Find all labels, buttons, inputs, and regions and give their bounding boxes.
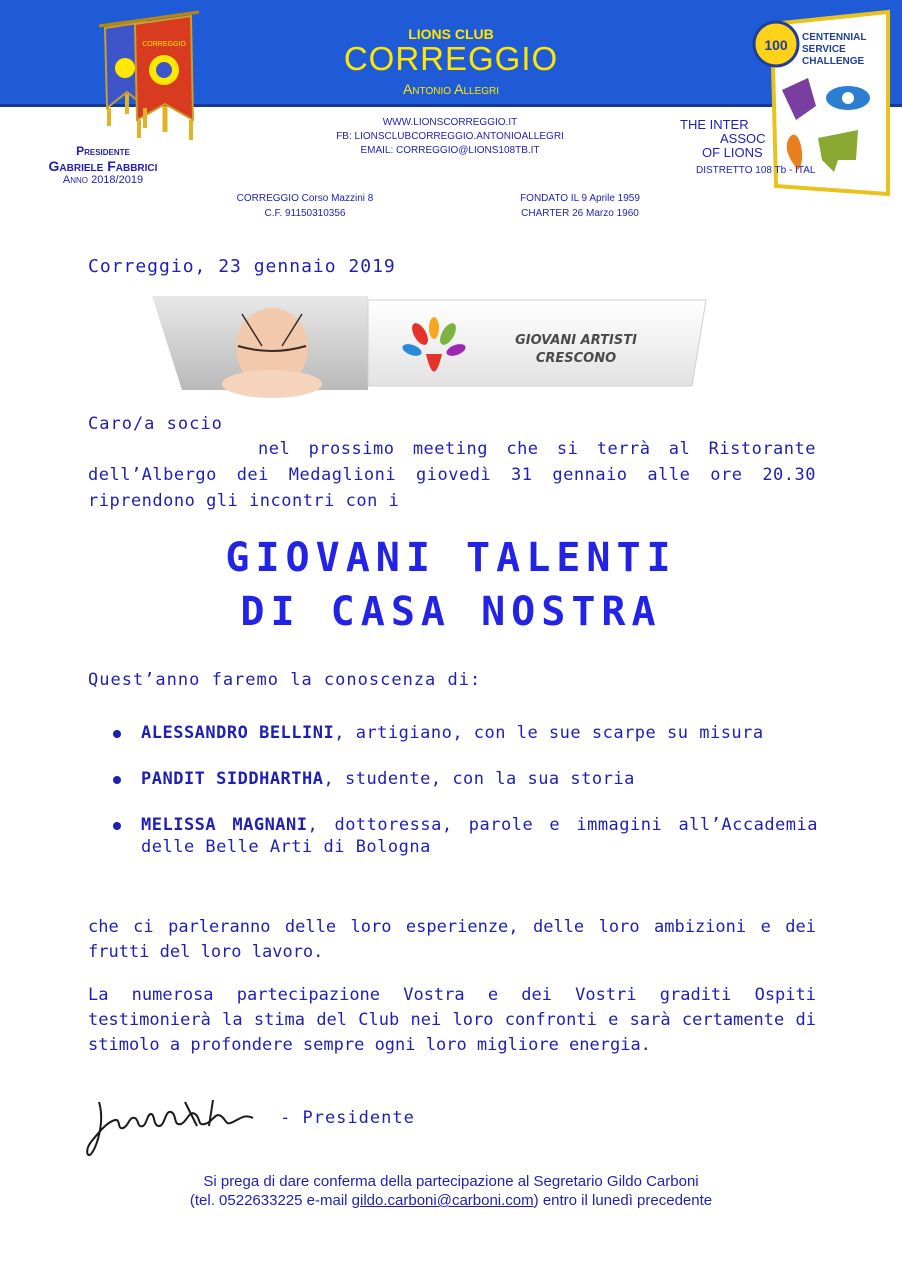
signature-image [85,1092,275,1162]
charter-date: CHARTER 26 Marzo 1960 [521,208,639,219]
svg-text:CENTENNIAL: CENTENNIAL [802,32,867,43]
svg-text:CHALLENGE: CHALLENGE [802,56,865,67]
bullet-icon [113,822,121,830]
guests-intro: Quest’anno faremo la conoscenza di: [88,670,482,690]
svg-text:GIOVANI ARTISTI: GIOVANI ARTISTI [515,333,637,348]
signature-role: - Presidente [280,1108,415,1128]
guest-description: , artigiano, con le sue scarpe su misura [334,723,764,743]
list-item [113,722,818,744]
intl-line-2: ASSOC [720,131,766,146]
svg-text:SERVICE: SERVICE [802,44,846,55]
district-label: DISTRETTO 108 Tb - ITAL [696,165,816,176]
letter-paragraph-closing: La numerosa partecipazione Vostra e dei Vostri graditi Ospiti testimonierà la stima del Club nei loro confronti e sarà certamente di stimolo a profondere sempre ogni loro migliore energia. [88,985,816,1055]
footer-line1: Si prega di dare conferma della partecipazione al Segretario Gildo Carboni [203,1173,699,1190]
club-name: CORREGGIO [343,40,559,77]
guest-description: , dottoressa, parole e immagini all’Accademia delle Belle Arti di Bologna [141,815,818,857]
guest-name: ALESSANDRO BELLINI [141,723,335,743]
intl-line-1: THE INTER [680,117,749,132]
founded-date: FONDATO IL 9 Aprile 1959 [520,193,640,204]
address-line: CORREGGIO Corso Mazzini 8 [236,193,374,204]
guest-name: PANDIT SIDDHARTHA [141,769,324,789]
svg-text:100: 100 [764,37,788,53]
tax-code: C.F. 91150310356 [264,208,346,219]
event-title-line2: DI CASA NOSTRA [240,589,662,635]
letter-paragraph-experiences: che ci parleranno delle loro esperienze, delle loro ambizioni e dei frutti del loro lavoro. [88,917,816,962]
letter-date: Correggio, 23 gennaio 2019 [88,256,396,277]
founded-block [480,191,680,221]
letter-greeting: Caro/a socio [88,414,223,434]
email-link[interactable]: EMAIL: CORREGGIO@LIONS108TB.IT [360,145,540,156]
promo-banner [152,294,708,392]
event-title-line1: GIOVANI TALENTI [225,535,677,581]
bullet-icon [113,730,121,738]
address-block [205,191,405,221]
pennant-logo [95,8,205,143]
list-item [113,768,818,790]
footer-line2: (tel. 0522633225 e-mail gildo.carboni@carboni.com) entro il lunedì precedente [189,1192,713,1209]
guest-name: MELISSA MAGNANI [141,815,308,835]
list-item [113,814,818,858]
website-link[interactable]: WWW.LIONSCORREGGIO.IT [382,117,518,128]
contact-email-link[interactable]: gildo.carboni@carboni.com [351,1192,534,1209]
club-top-label: LIONS CLUB [408,26,494,42]
guest-description: , studente, con la sua storia [323,769,635,789]
president-block [28,144,178,186]
facebook-link[interactable]: FB: LIONSCLUBCORREGGIO.ANTONIOALLEGRI [336,131,564,142]
bullet-icon [113,776,121,784]
contacts-block [300,116,600,158]
president-year: Anno 2018/2019 [62,174,144,186]
guests-list [113,722,818,858]
club-subtitle: Antonio Allegri [402,81,500,97]
svg-text:CORREGGIO: CORREGGIO [142,41,186,48]
president-label: Presidente [76,144,130,158]
president-name: Gabriele Fabbrici [48,158,158,174]
intl-line-3: OF LIONS [702,145,763,160]
international-block [680,118,850,178]
svg-text:CRESCONO: CRESCONO [535,351,617,366]
letter-paragraph-intro: nel prossimo meeting che si terrà al Ristorante dell’Albergo dei Medaglioni giovedì 31 gennaio alle ore 20.30 riprendono gli incontri con i [88,439,816,511]
